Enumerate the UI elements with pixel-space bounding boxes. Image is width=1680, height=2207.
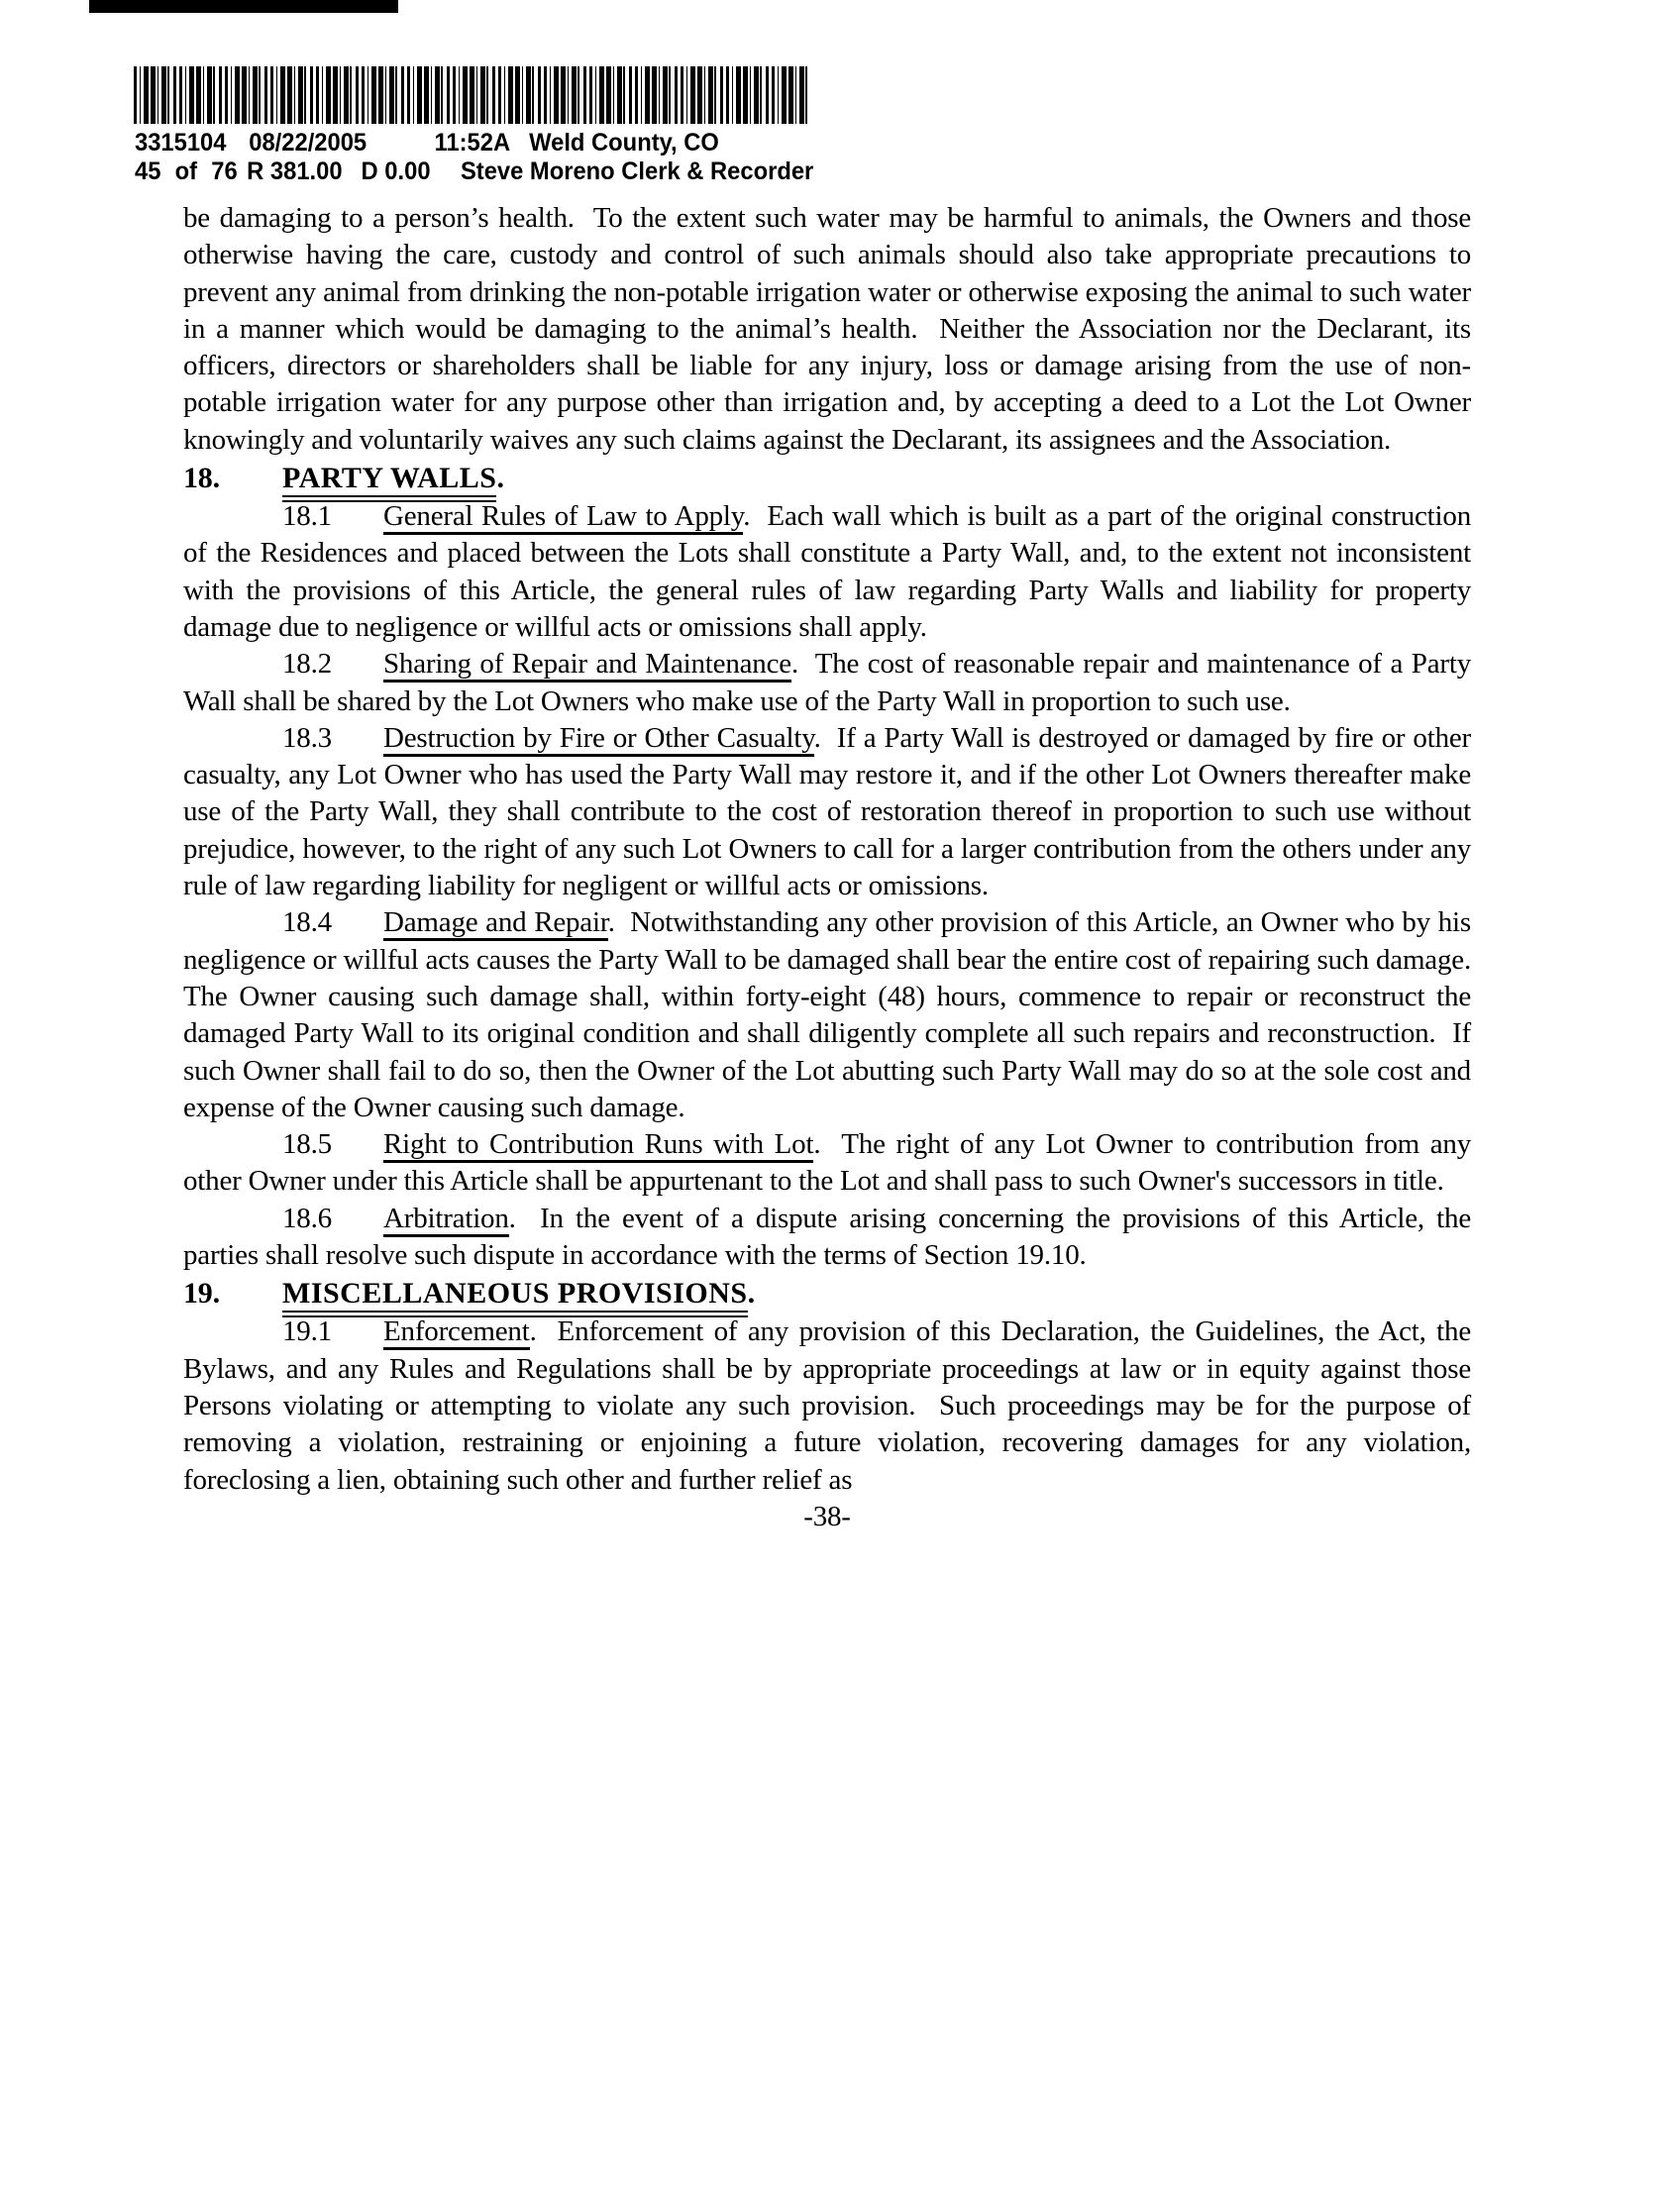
stamp-line-2 (135, 158, 813, 186)
article-number: 18. (183, 462, 220, 495)
section-title: Damage and Repair (383, 906, 608, 941)
section-18-2 (183, 646, 1478, 720)
section-number: 18.1 (282, 500, 332, 533)
section-18-4 (183, 904, 1486, 1126)
section-title: Destruction by Fire or Other Casualty (383, 722, 814, 757)
barcode-icon (134, 66, 809, 124)
scan-artifact-line (89, 0, 398, 13)
section-title: General Rules of Law to Apply (383, 500, 743, 535)
section-body: . Notwithstanding any other provision of this Article, an Owner who by his negligence or willful acts causes the Party Wall to be damaged shall bear the entire cost of repairing such damage. The Owner causing such damage shall, within forty-eight (48) hours, commence to repair or reconstruct the damaged Party Wall to its original condition and shall diligently complete all such repairs and reconstruction. If such Owner shall fail to do so, then the Owner of the Lot abutting such Party Wall may do so at the sole cost and expense of the Owner causing such damage. (183, 906, 1486, 1123)
recording-date: 08/22/2005 (249, 129, 368, 157)
section-number: 18.4 (282, 906, 332, 939)
section-body: . The cost of reasonable repair and maintenance of a Party Wall shall be shared by the Lot Owners who make use of the Party Wall in proportion to such use. (183, 648, 1478, 717)
article-title: MISCELLANEOUS PROVISIONS (282, 1277, 748, 1317)
section-number: 18.3 (282, 721, 332, 754)
stamp-line-1 (135, 129, 813, 158)
section-18-5 (183, 1126, 1479, 1201)
section-number: 18.2 (282, 648, 332, 681)
recording-fee: R 381.00 (247, 158, 343, 185)
section-18-6 (183, 1201, 1479, 1275)
article-title: PARTY WALLS (282, 462, 496, 502)
section-body: . In the event of a dispute arising concerning the provisions of this Article, the parties shall resolve such dispute in accordance with the terms of Section 19.10. (183, 1202, 1479, 1272)
section-number: 18.5 (282, 1128, 332, 1161)
section-body: . Each wall which is built as a part of the original construction of the Residences and placed between the Lots shall constitute a Party Wall, and, to the extent not inconsistent with the provisions of this Article, the general rules of law regarding Party Walls and liability for property damage due to negligence or willful acts or omissions shall apply. (183, 500, 1479, 643)
recording-number: 3315104 (135, 129, 227, 157)
section-18-3 (183, 720, 1479, 904)
section-title: Sharing of Repair and Maintenance (383, 648, 791, 683)
page-of-count: 45 of 76 (135, 158, 238, 185)
section-18-1 (183, 498, 1479, 646)
recorder-stamp (135, 129, 813, 186)
clerk-recorder-name: Steve Moreno Clerk & Recorder (460, 158, 814, 185)
section-title: Right to Contribution Runs with Lot (383, 1128, 813, 1163)
article-18-heading (183, 459, 1471, 498)
section-19-1 (183, 1314, 1479, 1498)
section-number: 18.6 (282, 1202, 332, 1234)
article-title-period: . (747, 1277, 755, 1311)
article-19-heading (183, 1274, 1471, 1314)
section-body: . If a Party Wall is destroyed or damaged by fire or other casualty, any Lot Owner who has used the Party Wall may restore it, and if the other Lot Owners thereafter make use of the Party Wall, they shall contribute to the cost of restoration thereof in proportion to such use without prejudice, however, to the right of any such Lot Owners to call for a larger contribution from the others under any rule of law regarding liability for negligent or willful acts or omissions. (183, 721, 1479, 902)
section-title: Enforcement (383, 1315, 530, 1350)
page-number: -38- (803, 1500, 851, 1532)
section-body: . Enforcement of any provision of this Declaration, the Guidelines, the Act, the Bylaws, and any Rules and Regulations shall be by appropriate proceedings at law or in equity against those Persons violating or attempting to violate any such provision. Such proceedings may be for the purpose of removing a violation, restraining or enjoining a future violation, recovering damages for any violation, foreclosing a lien, obtaining such other and further relief as (183, 1315, 1479, 1496)
intro-paragraph: be damaging to a person’s health. To the extent such water may be harmful to animals, the Owners and those otherwise having the care, custody and control of such animals should also take appropriate precautions to prevent any animal from drinking the non-potable irrigation water or otherwise exposing the animal to such water in a manner which would be damaging to the animal’s health. Neither the Association nor the Declarant, its officers, directors or shareholders shall be liable for any injury, loss or damage arising from the use of non-potable irrigation water for any purpose other than irrigation and, by accepting a deed to a Lot the Lot Owner knowingly and voluntarily waives any such claims against the Declarant, its assignees and the Association. (183, 202, 1479, 456)
article-title-period: . (496, 462, 504, 495)
section-title: Arbitration (383, 1203, 509, 1237)
county-name: Weld County, CO (529, 129, 719, 157)
document-body (183, 200, 1486, 1535)
article-number: 19. (183, 1277, 220, 1311)
section-body: . The right of any Lot Owner to contribution from any other Owner under this Article shall be appurtenant to the Lot and shall pass to such Owner's successors in title. (183, 1128, 1479, 1198)
recording-time: 11:52A (434, 129, 511, 157)
doc-fee: D 0.00 (361, 158, 431, 185)
section-number: 19.1 (282, 1315, 332, 1348)
